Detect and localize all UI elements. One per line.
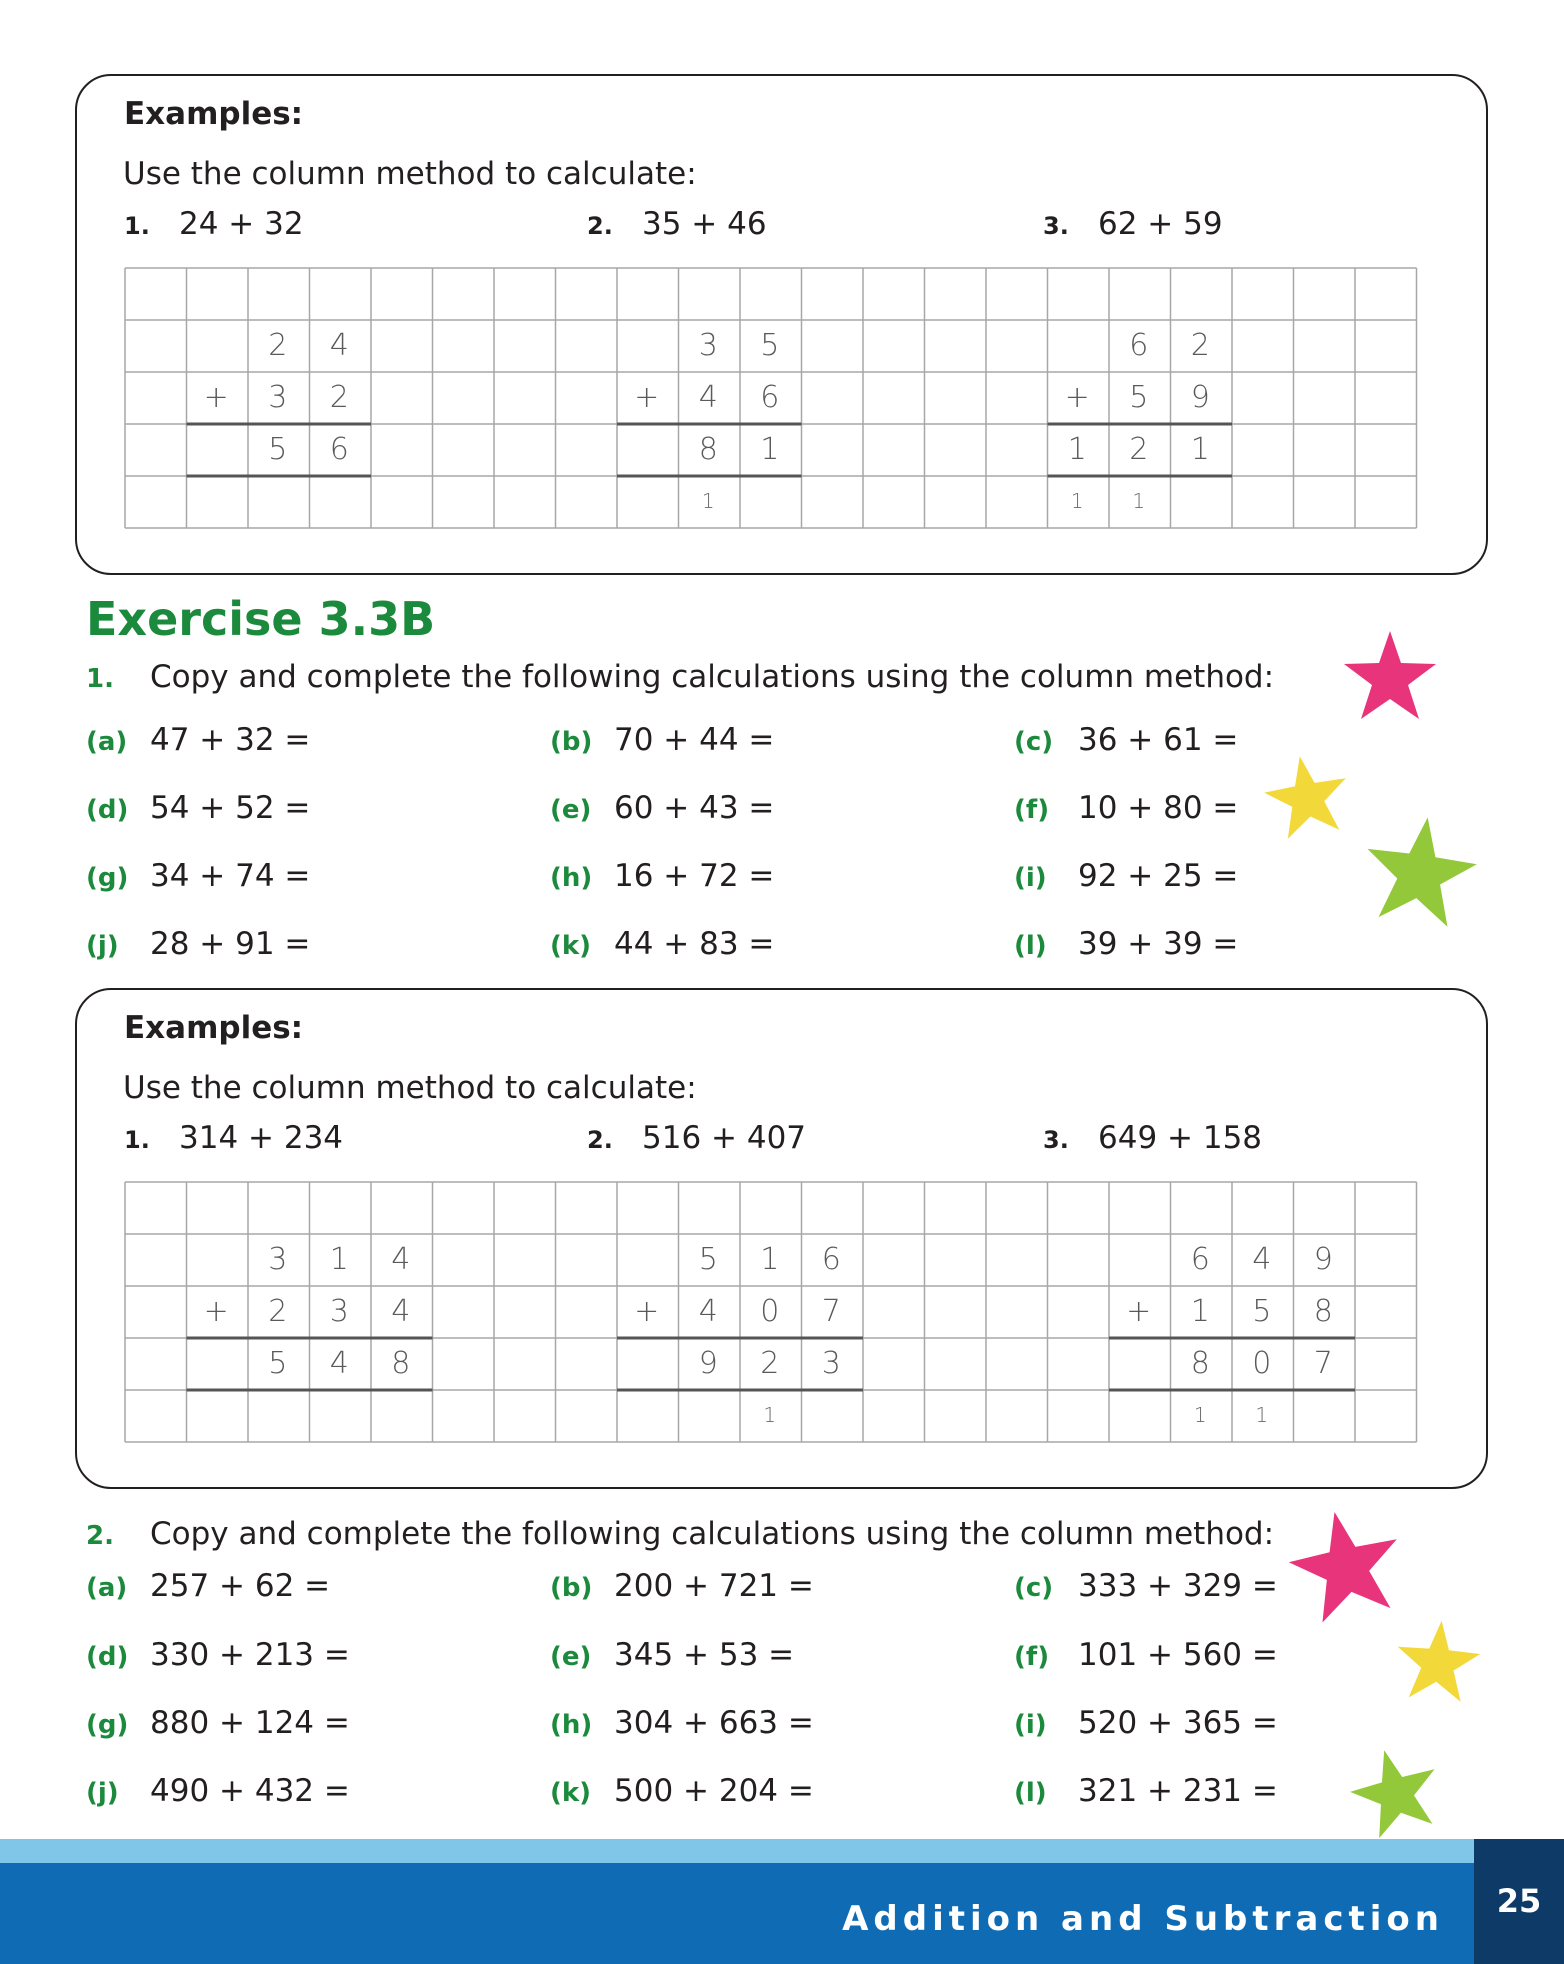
problem-number: 2. (587, 1126, 613, 1154)
worked-digit-carry (616, 1389, 678, 1442)
item-expression: 321 + 231 = (1078, 1773, 1278, 1809)
worked-digit-result: 8 (698, 432, 718, 467)
worked-digit-result: 4 (329, 1346, 349, 1381)
pink-star-decoration (1340, 627, 1440, 727)
item-label: (j) (86, 1778, 119, 1808)
item-label: (b) (550, 1573, 593, 1603)
worked-digit-result (616, 423, 678, 476)
exercise-item (1014, 1705, 1278, 1741)
worked-digit-carry (309, 475, 371, 528)
item-label: (k) (550, 1778, 592, 1808)
worked-digit-add: 4 (391, 1294, 411, 1329)
worked-digit-add: 2 (268, 1294, 288, 1329)
exercise-item (1014, 1637, 1278, 1673)
worked-digit-top: 5 (698, 1242, 718, 1277)
item-label: (a) (86, 727, 128, 757)
problem-expression: 62 + 59 (1098, 206, 1223, 242)
examples-heading: Examples: (124, 96, 304, 132)
problem-expression: 314 + 234 (179, 1120, 344, 1156)
worked-digit-carry (247, 475, 309, 528)
chapter-title: Addition and Subtraction (842, 1899, 1444, 1939)
yellow-star-decoration (1393, 1617, 1483, 1707)
worked-digit-top (616, 1233, 678, 1286)
exercise-item (86, 1568, 330, 1604)
worked-digit-carry (1170, 475, 1232, 528)
exercise-item (550, 1773, 814, 1809)
worked-digit-result: 5 (268, 432, 288, 467)
worked-digit-add: + (203, 380, 229, 415)
worked-digit-add: 4 (698, 380, 718, 415)
exercise-item (1014, 722, 1238, 758)
item-expression: 47 + 32 = (150, 722, 311, 758)
problem-number: 3. (1043, 212, 1069, 240)
exercise-item (1014, 1773, 1278, 1809)
worked-digit-add: 8 (1313, 1294, 1333, 1329)
worked-digit-top: 1 (329, 1242, 349, 1277)
worked-digit-result: 2 (760, 1346, 780, 1381)
problem-expression: 516 + 407 (642, 1120, 807, 1156)
worked-digit-top: 2 (1190, 328, 1210, 363)
example-problem-3 (1043, 206, 1223, 242)
worked-digit-add: 7 (821, 1294, 841, 1329)
item-label: (l) (1014, 1778, 1047, 1808)
exercise-item (86, 1637, 350, 1673)
item-label: (h) (550, 863, 593, 893)
example-problem-2 (587, 206, 767, 242)
item-label: (d) (86, 1642, 129, 1672)
item-label: (a) (86, 1573, 128, 1603)
examples-box-1 (75, 74, 1488, 575)
exercise-title: Exercise 3.3B (86, 592, 436, 646)
item-label: (c) (1014, 727, 1054, 757)
exercise-item (86, 722, 310, 758)
example-problem-2 (587, 1120, 806, 1156)
worked-digit-top: 3 (698, 328, 718, 363)
exercise-item (86, 1773, 350, 1809)
exercise-item (550, 1568, 814, 1604)
item-label: (i) (1014, 1710, 1047, 1740)
worked-digit-result: 9 (698, 1346, 718, 1381)
item-label: (f) (1014, 795, 1050, 825)
worked-digit-add: 4 (698, 1294, 718, 1329)
item-label: (g) (86, 1710, 129, 1740)
worked-digit-add: 9 (1190, 380, 1210, 415)
worked-digit-add: 6 (760, 380, 780, 415)
item-expression: 200 + 721 = (614, 1568, 814, 1604)
item-expression: 257 + 62 = (150, 1568, 331, 1604)
worked-digit-result: 7 (1313, 1346, 1333, 1381)
examples-box-2 (75, 988, 1488, 1489)
item-label: (g) (86, 863, 129, 893)
item-expression: 54 + 52 = (150, 790, 311, 826)
worked-digit-carry (247, 1389, 309, 1442)
exercise-item (86, 1705, 350, 1741)
worked-digit-top: 5 (760, 328, 780, 363)
worked-digit-carry: 1 (1070, 489, 1084, 513)
item-expression: 92 + 25 = (1078, 858, 1239, 894)
worked-digit-add: + (634, 1294, 660, 1329)
worked-digit-top (186, 319, 248, 372)
worked-digit-top (616, 319, 678, 372)
problem-number: 3. (1043, 1126, 1069, 1154)
exercise-item (1014, 926, 1238, 962)
page-number: 25 (1496, 1882, 1542, 1920)
item-label: (d) (86, 795, 129, 825)
worked-digit-add: 2 (329, 380, 349, 415)
problem-expression: 649 + 158 (1098, 1120, 1263, 1156)
question-number: 1. (86, 664, 114, 694)
worked-digit-carry (370, 1389, 432, 1442)
worked-digit-top: 9 (1313, 1242, 1333, 1277)
problem-number: 1. (124, 1126, 150, 1154)
worked-digit-top: 6 (821, 1242, 841, 1277)
worked-digit-result: 1 (1067, 432, 1087, 467)
exercise-item (550, 722, 774, 758)
worked-digit-add: 0 (760, 1294, 780, 1329)
item-label: (b) (550, 727, 593, 757)
item-expression: 490 + 432 = (150, 1773, 350, 1809)
worked-digit-carry (186, 475, 248, 528)
worked-digit-top: 1 (760, 1242, 780, 1277)
item-expression: 101 + 560 = (1078, 1637, 1278, 1673)
worked-digit-carry (309, 1389, 371, 1442)
worked-digit-result: 2 (1129, 432, 1149, 467)
item-expression: 60 + 43 = (614, 790, 775, 826)
exercise-item (550, 1705, 814, 1741)
exercise-item (86, 790, 310, 826)
item-expression: 10 + 80 = (1078, 790, 1239, 826)
item-expression: 28 + 91 = (150, 926, 311, 962)
item-label: (l) (1014, 931, 1047, 961)
worked-digit-top (1047, 319, 1109, 372)
problem-expression: 24 + 32 (179, 206, 304, 242)
item-expression: 16 + 72 = (614, 858, 775, 894)
exercise-item (550, 790, 774, 826)
worked-digit-carry: 1 (701, 489, 715, 513)
examples-intro: Use the column method to calculate: (123, 156, 697, 192)
worked-digit-result: 8 (1190, 1346, 1210, 1381)
worked-digit-carry (1293, 1389, 1355, 1442)
problem-number: 1. (124, 212, 150, 240)
item-label: (f) (1014, 1642, 1050, 1672)
worked-digit-top (186, 1233, 248, 1286)
examples-heading: Examples: (124, 1010, 304, 1046)
worked-digit-top: 4 (1252, 1242, 1272, 1277)
item-expression: 44 + 83 = (614, 926, 775, 962)
item-expression: 330 + 213 = (150, 1637, 350, 1673)
item-label: (h) (550, 1710, 593, 1740)
worked-digit-result: 0 (1252, 1346, 1272, 1381)
worked-digit-top: 2 (268, 328, 288, 363)
worked-digit-add: + (1126, 1294, 1152, 1329)
item-expression: 304 + 663 = (614, 1705, 814, 1741)
worked-digit-result (186, 1337, 248, 1390)
item-expression: 34 + 74 = (150, 858, 311, 894)
worked-digit-result: 8 (391, 1346, 411, 1381)
worked-digit-top: 4 (391, 1242, 411, 1277)
worked-digit-carry: 1 (1132, 489, 1146, 513)
item-expression: 333 + 329 = (1078, 1568, 1278, 1604)
question-number: 2. (86, 1521, 114, 1551)
item-expression: 500 + 204 = (614, 1773, 814, 1809)
worked-digit-result (1108, 1337, 1170, 1390)
examples-intro: Use the column method to calculate: (123, 1070, 697, 1106)
worked-digit-carry (739, 475, 801, 528)
question-text: Copy and complete the following calculations using the column method: (150, 659, 1275, 695)
example-problem-1 (124, 1120, 343, 1156)
example-problem-3 (1043, 1120, 1262, 1156)
worked-digit-result (616, 1337, 678, 1390)
worked-digit-carry: 1 (1193, 1403, 1207, 1427)
worked-digit-add: 5 (1129, 380, 1149, 415)
exercise-item (1014, 858, 1238, 894)
worked-digit-carry: 1 (763, 1403, 777, 1427)
item-expression: 39 + 39 = (1078, 926, 1239, 962)
worked-digit-result: 3 (821, 1346, 841, 1381)
worked-digit-carry (1108, 1389, 1170, 1442)
worked-digit-add: 5 (1252, 1294, 1272, 1329)
example-problem-1 (124, 206, 304, 242)
worked-digit-add: 3 (329, 1294, 349, 1329)
exercise-item (86, 858, 310, 894)
item-label: (k) (550, 931, 592, 961)
question-text: Copy and complete the following calculations using the column method: (150, 1516, 1275, 1552)
worked-digit-add: + (1064, 380, 1090, 415)
worked-digit-add: 1 (1190, 1294, 1210, 1329)
worked-digit-result: 1 (760, 432, 780, 467)
worked-digit-carry (186, 1389, 248, 1442)
item-expression: 345 + 53 = (614, 1637, 795, 1673)
item-expression: 70 + 44 = (614, 722, 775, 758)
worked-digit-add: + (203, 1294, 229, 1329)
green-star-decoration (1348, 1745, 1443, 1840)
problem-number: 2. (587, 212, 613, 240)
exercise-item (1014, 1568, 1278, 1604)
item-label: (c) (1014, 1573, 1054, 1603)
question-2 (86, 1516, 1274, 1552)
item-expression: 36 + 61 = (1078, 722, 1239, 758)
item-label: (e) (550, 1642, 592, 1672)
problem-expression: 35 + 46 (642, 206, 767, 242)
worked-digit-result: 1 (1190, 432, 1210, 467)
worked-digit-top (1108, 1233, 1170, 1286)
exercise-item (1014, 790, 1238, 826)
exercise-item (550, 926, 774, 962)
worked-digit-add: 3 (268, 380, 288, 415)
worked-digit-top: 6 (1190, 1242, 1210, 1277)
worked-digit-result: 6 (329, 432, 349, 467)
exercise-item (550, 1637, 794, 1673)
worked-digit-carry (801, 1389, 863, 1442)
yellow-star-decoration (1262, 752, 1352, 842)
exercise-item (550, 858, 774, 894)
worked-digit-top: 6 (1129, 328, 1149, 363)
item-label: (j) (86, 931, 119, 961)
worked-digit-add: + (634, 380, 660, 415)
worked-digit-top: 3 (268, 1242, 288, 1277)
item-label: (e) (550, 795, 592, 825)
green-star-decoration (1360, 812, 1480, 932)
footer-strip (0, 1839, 1564, 1863)
worked-digit-result: 5 (268, 1346, 288, 1381)
exercise-item (86, 926, 310, 962)
item-expression: 880 + 124 = (150, 1705, 350, 1741)
item-expression: 520 + 365 = (1078, 1705, 1278, 1741)
pink-star-decoration (1286, 1506, 1406, 1626)
worked-digit-carry: 1 (1255, 1403, 1269, 1427)
question-1 (86, 659, 1274, 695)
worked-digit-result (186, 423, 248, 476)
worked-digit-carry (616, 475, 678, 528)
item-label: (i) (1014, 863, 1047, 893)
worked-digit-carry (678, 1389, 740, 1442)
worked-digit-top: 4 (329, 328, 349, 363)
